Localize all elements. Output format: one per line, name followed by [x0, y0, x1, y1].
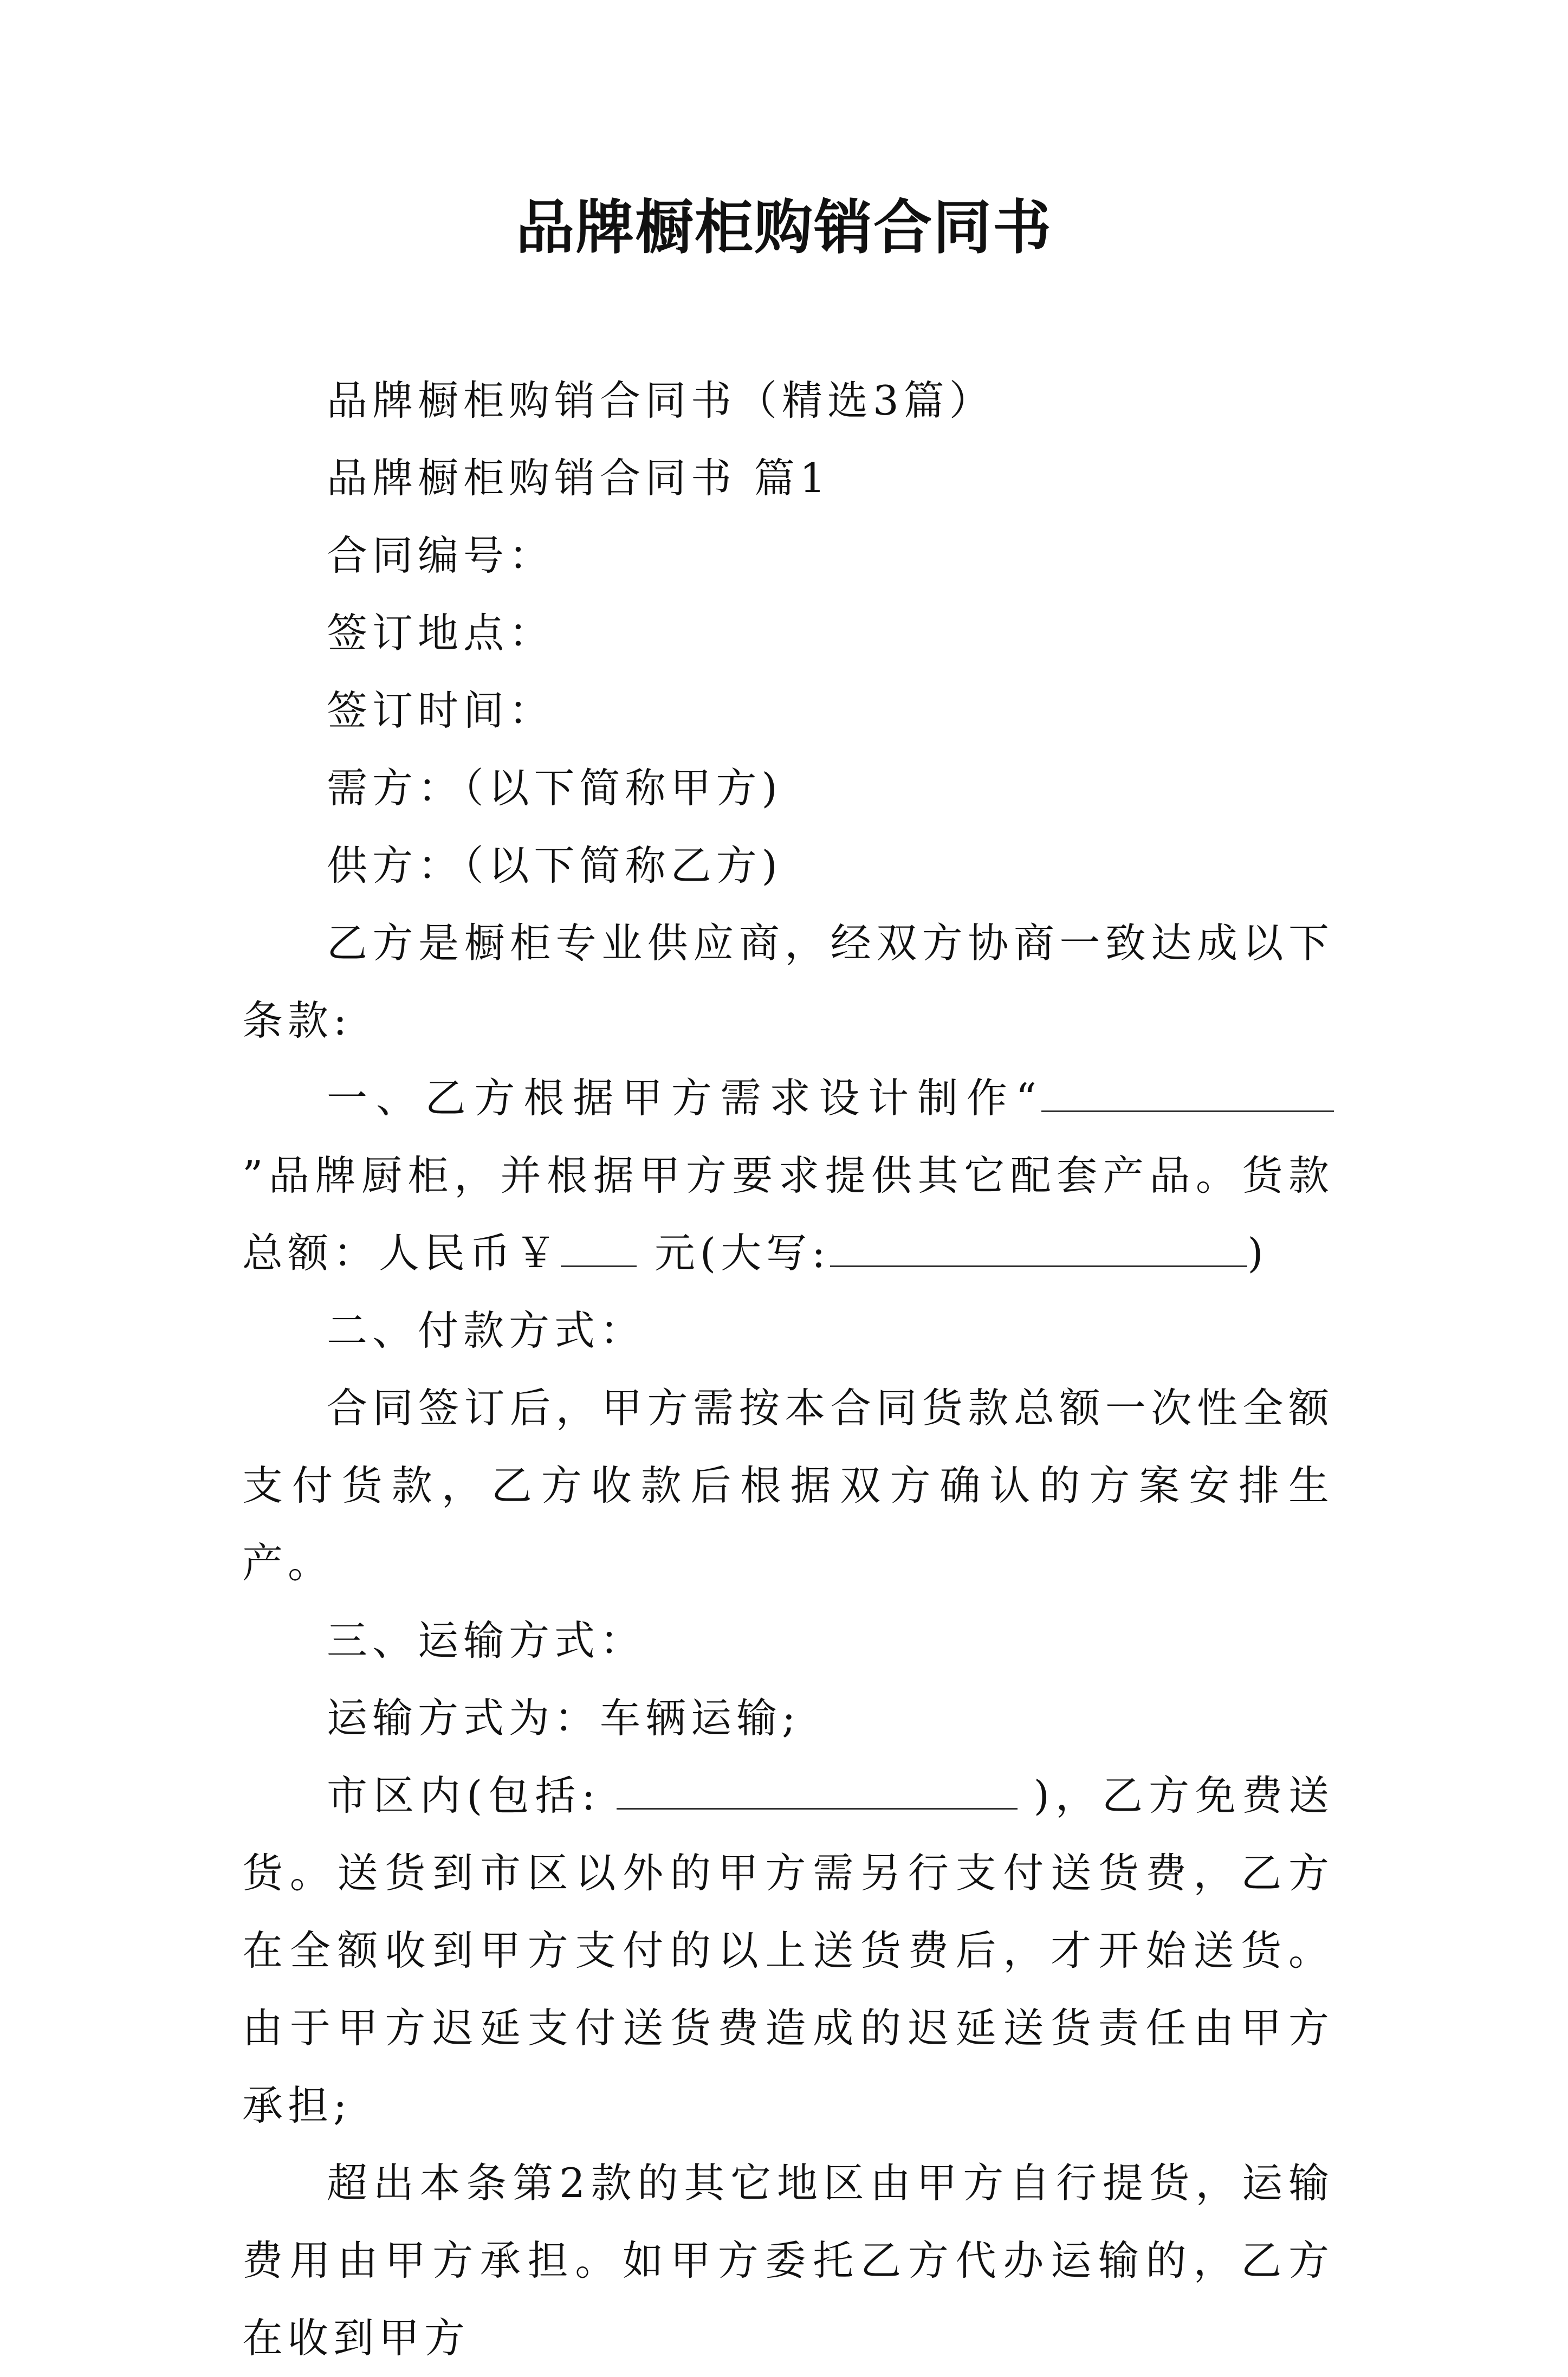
clause-one-text-d: ) — [1247, 1229, 1268, 1277]
clause-one-text-a: 一、乙方根据甲方需求设计制作“ — [327, 1074, 1041, 1122]
paragraph-signing-place: 签订地点： — [327, 609, 555, 657]
document-body — [242, 362, 1334, 2377]
clause-one-text-c: 元(大写: — [654, 1229, 831, 1277]
paragraph-section-title: 品牌橱柜购销合同书 篇1 — [327, 454, 831, 502]
paragraph-buyer: 需方：（以下简称甲方) — [327, 764, 782, 812]
paragraph-supplier: 供方：（以下简称乙方) — [327, 842, 782, 889]
paragraph-delivery-terms — [242, 1757, 1334, 2145]
paragraph-payment-heading: 二、付款方式： — [327, 1307, 646, 1354]
delivery-text-a: 市区内(包括: — [327, 1772, 600, 1819]
paragraph-other-regions: 超出本条第2款的其它地区由甲方自行提货，运输费用由甲方承担。如甲方委托乙方代办运输的，乙方在收到甲方 — [242, 2159, 1334, 2362]
amount-blank-line — [561, 1233, 637, 1267]
paragraph-collection-title: 品牌橱柜购销合同书（精选3篇） — [327, 377, 995, 424]
document-title: 品牌橱柜购销合同书 — [515, 193, 1052, 262]
brand-blank-line — [1041, 1078, 1334, 1112]
paragraph-transport-method: 运输方式为：车辆运输; — [327, 1694, 801, 1742]
paragraph-agreement-intro: 乙方是橱柜专业供应商，经双方协商一致达成以下条款: — [242, 919, 1334, 1044]
amount-words-blank-line — [830, 1233, 1247, 1267]
paragraph-payment-terms: 合同签订后，甲方需按本合同货款总额一次性全额支付货款，乙方收款后根据双方确认的方案安排生产。 — [242, 1384, 1334, 1587]
paragraph-clause-one — [242, 1060, 1334, 1292]
delivery-area-blank-line — [617, 1775, 1018, 1810]
paragraph-transport-heading: 三、运输方式： — [327, 1617, 646, 1664]
clause-one-text-b: ”品牌厨柜，并根据甲方要求提供其它配套产品。货款总额：人民币￥ — [242, 1152, 1334, 1277]
delivery-text-b: )，乙方免费送货。送货到市区以外的甲方需另行支付送货费，乙方在全额收到甲方支付的以上送货费后，才开始送货。由于甲方迟延支付送货费造成的迟延送货责任由甲方承担; — [242, 1772, 1334, 2129]
paragraph-signing-time: 签订时间： — [327, 687, 555, 734]
paragraph-contract-number: 合同编号： — [327, 532, 555, 579]
